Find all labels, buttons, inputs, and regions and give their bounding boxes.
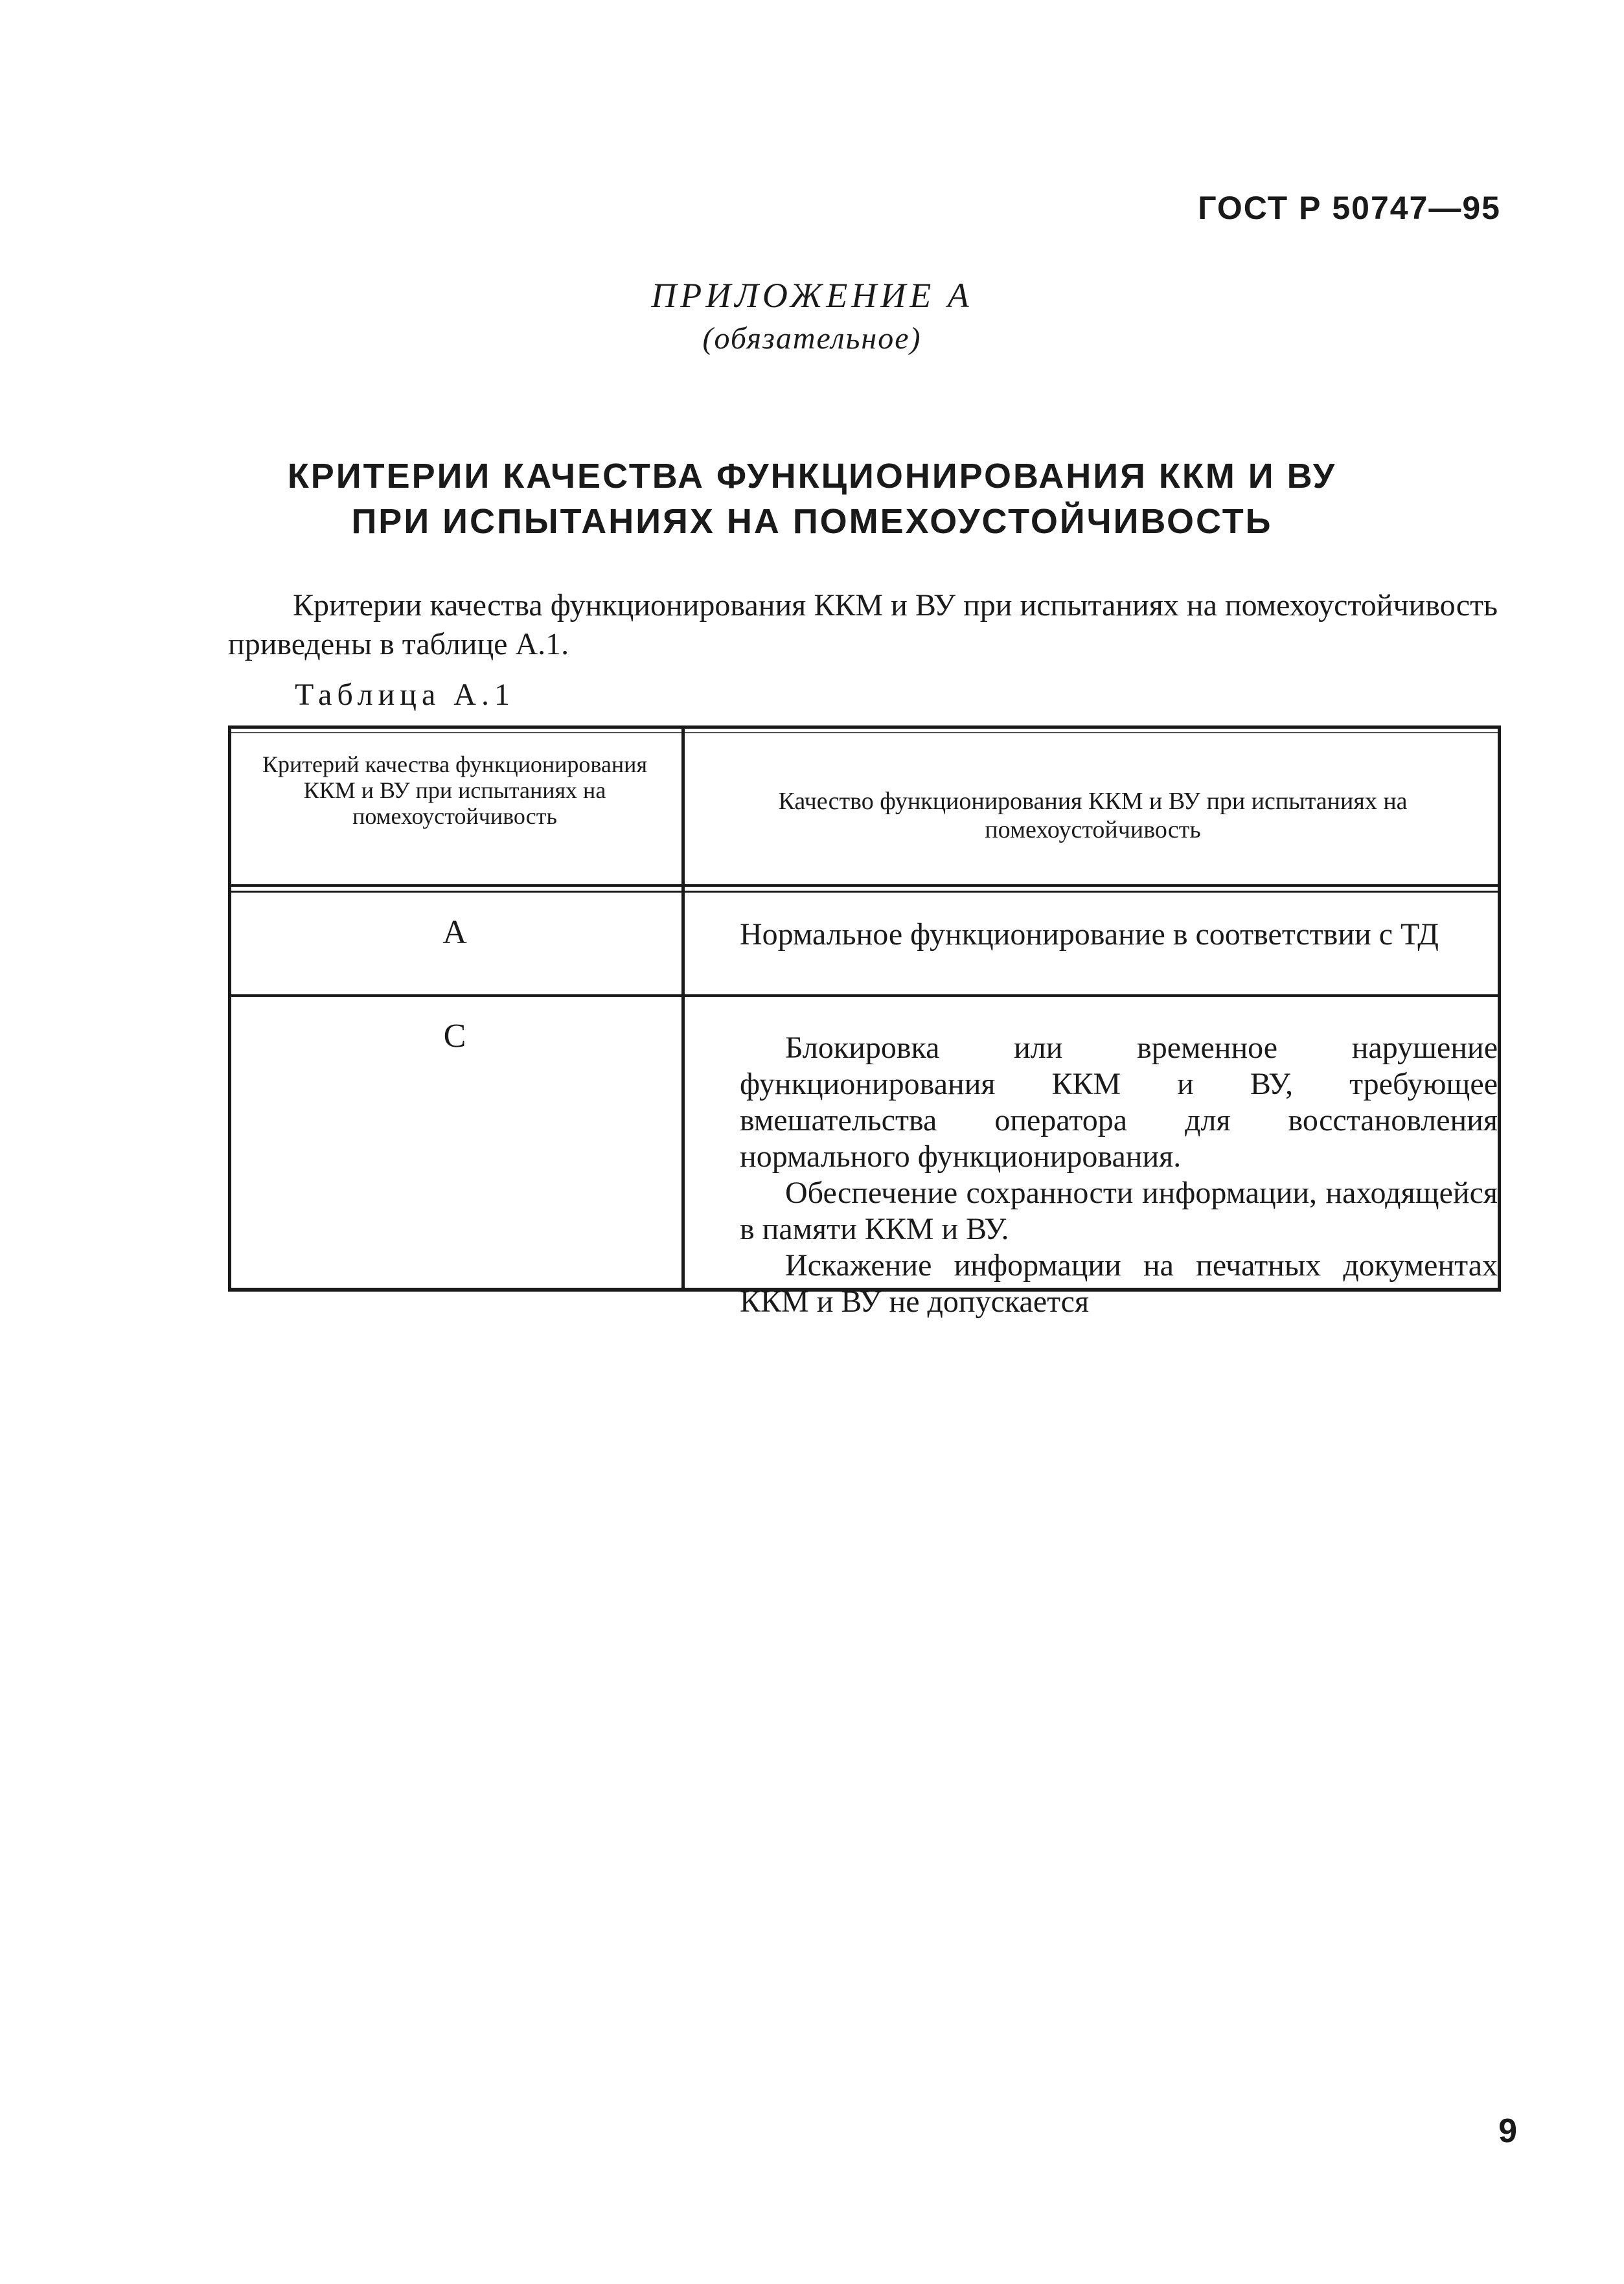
table-top-border-inner bbox=[228, 732, 1501, 733]
row-a-description: Нормальное функционирование в соответствии с ТД bbox=[740, 917, 1439, 952]
table-column-divider bbox=[681, 725, 685, 1289]
row-a-criterion: А bbox=[442, 914, 467, 951]
title-line-1: КРИТЕРИИ КАЧЕСТВА ФУНКЦИОНИРОВАНИЯ ККМ И ВУ bbox=[287, 457, 1337, 496]
row-c-paragraph-1: Блокировка или временное нарушение функционирования ККМ и ВУ, требующее вмешательства оператора для восстановления нормального функционирования. bbox=[740, 1031, 1498, 1174]
table-right-border bbox=[1498, 725, 1501, 1289]
row-separator bbox=[228, 994, 1501, 997]
page-number: 9 bbox=[1498, 2112, 1517, 2150]
header-separator bbox=[228, 884, 1501, 887]
appendix-status: (обязательное) bbox=[702, 321, 922, 356]
header-criterion: Критерий качества функционирования ККМ и ВУ при испытаниях на помехоустойчивость bbox=[262, 751, 648, 829]
criteria-table bbox=[228, 725, 1501, 1319]
row-c-criterion: С bbox=[443, 1018, 466, 1055]
table-left-border bbox=[228, 725, 231, 1289]
table-caption: Таблица А.1 bbox=[295, 678, 515, 712]
header-quality: Качество функционирования ККМ и ВУ при испытаниях на помехоустойчивость bbox=[778, 788, 1408, 843]
row-c-description bbox=[740, 1030, 1498, 1320]
appendix-label: ПРИЛОЖЕНИЕ А bbox=[651, 276, 973, 315]
row-c-paragraph-2: Обеспечение сохранности информации, находящейся в памяти ККМ и ВУ. bbox=[740, 1176, 1498, 1246]
page-title bbox=[0, 453, 1624, 544]
intro-paragraph: Критерии качества функционирования ККМ и ВУ при испытаниях на помехоустойчивость приведены в таблице А.1. bbox=[228, 588, 1498, 661]
row-c-paragraph-3: Искажение информации на печатных документах ККМ и ВУ не допускается bbox=[740, 1248, 1498, 1319]
title-line-2: ПРИ ИСПЫТАНИЯХ НА ПОМЕХОУСТОЙЧИВОСТЬ bbox=[351, 502, 1273, 541]
header-separator-inner bbox=[228, 891, 1501, 893]
document-code: ГОСТ Р 50747—95 bbox=[1198, 190, 1501, 226]
table-top-border bbox=[228, 725, 1501, 729]
